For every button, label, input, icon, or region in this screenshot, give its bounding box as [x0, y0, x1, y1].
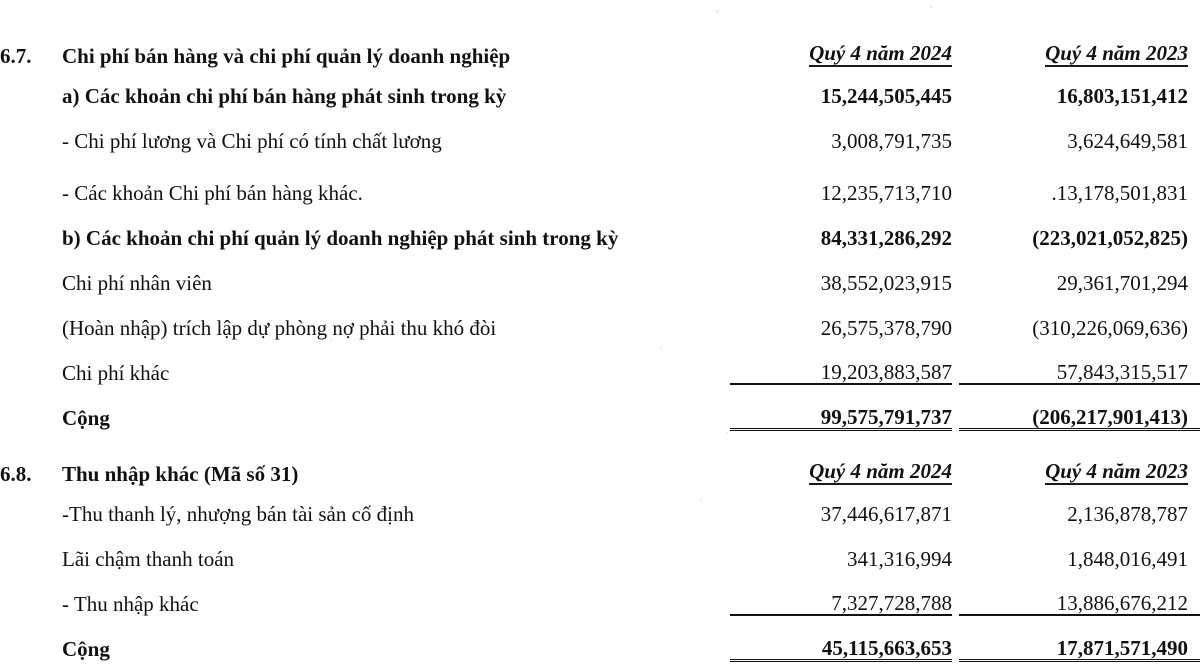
col1-header-text: Quý 4 năm 2024	[809, 459, 952, 483]
row-col1-value: 84,331,286,292	[820, 226, 952, 250]
total-col1-value: 45,115,663,653	[730, 615, 952, 660]
scan-artifact	[726, 432, 728, 434]
row-index-spacer	[0, 615, 62, 660]
note-6-8-title: Thu nhập khác (Mã số 31)	[62, 462, 299, 486]
column-divider-gap	[952, 384, 959, 429]
row-col2-value: (310,226,069,636)	[1032, 316, 1188, 340]
note-6-8-table	[0, 440, 1200, 662]
row-index-spacer	[0, 67, 62, 107]
table-row	[0, 249, 1200, 294]
note-section-6-7	[0, 22, 1200, 431]
note-section-6-8	[0, 440, 1200, 662]
row-col1-value: 7,327,728,788	[831, 591, 952, 615]
column-divider-gap	[952, 485, 959, 525]
scan-artifact	[930, 6, 932, 8]
column-divider-gap	[952, 615, 959, 660]
note-6-7-col1-header	[730, 22, 952, 67]
row-col2-value: 2,136,878,787	[1067, 502, 1188, 526]
note-6-7-total-row	[0, 384, 1200, 429]
row-col1-value: 341,316,994	[847, 547, 952, 571]
note-6-8-col2-header	[959, 440, 1200, 485]
row-label: Chi phí khác	[62, 361, 170, 385]
row-label: - Thu nhập khác	[62, 592, 199, 616]
column-divider-gap	[952, 107, 959, 152]
note-6-8-number: 6.8.	[0, 462, 32, 486]
row-col2-value: 57,843,315,517	[1056, 360, 1188, 384]
row-col1-value: 37,446,617,871	[820, 502, 952, 526]
column-divider-gap	[952, 152, 959, 204]
row-col2-value: 3,624,649,581	[1067, 129, 1188, 153]
column-divider-gap	[952, 339, 959, 384]
row-index-spacer	[0, 570, 62, 615]
note-6-8-header-row	[0, 440, 1200, 485]
note-6-8-total-row	[0, 615, 1200, 660]
table-row	[0, 525, 1200, 570]
column-divider-gap	[952, 249, 959, 294]
column-divider-gap	[952, 525, 959, 570]
total-col2-value: (206,217,901,413)	[959, 384, 1200, 429]
column-divider-gap	[952, 570, 959, 615]
row-col1-value: 15,244,505,445	[820, 84, 952, 108]
note-6-7-title: Chi phí bán hàng và chi phí quản lý doanh nghiệp	[62, 44, 511, 68]
row-label: Lãi chậm thanh toán	[62, 547, 235, 571]
row-index-spacer	[0, 152, 62, 204]
total-col1-value: 99,575,791,737	[730, 384, 952, 429]
row-index-spacer	[0, 249, 62, 294]
total-col2-value: 17,871,571,490	[959, 615, 1200, 660]
row-label: - Các khoản Chi phí bán hàng khác.	[62, 181, 363, 205]
row-label: a) Các khoản chi phí bán hàng phát sinh trong kỳ	[62, 84, 507, 108]
col2-header-text: Quý 4 năm 2023	[1045, 41, 1188, 65]
table-row	[0, 294, 1200, 339]
row-label: - Chi phí lương và Chi phí có tính chất lương	[62, 129, 442, 153]
row-col2-value: 29,361,701,294	[1056, 271, 1188, 295]
row-index-spacer	[0, 485, 62, 525]
col1-header-text: Quý 4 năm 2024	[809, 41, 952, 65]
note-6-7-table	[0, 22, 1200, 431]
column-divider-gap	[952, 204, 959, 249]
column-divider-gap	[952, 22, 959, 67]
note-6-7-number: 6.7.	[0, 44, 32, 68]
table-row	[0, 339, 1200, 384]
row-index-spacer	[0, 107, 62, 152]
row-label: -Thu thanh lý, nhượng bán tài sản cố định	[62, 502, 415, 526]
row-index-spacer	[0, 204, 62, 249]
table-row	[0, 67, 1200, 107]
total-label: Cộng	[62, 637, 110, 661]
row-index-spacer	[0, 294, 62, 339]
row-label: b) Các khoản chi phí quản lý doanh nghiệp phát sinh trong kỳ	[62, 226, 619, 250]
note-6-7-col2-header	[959, 22, 1200, 67]
row-col2-value: 1,848,016,491	[1067, 547, 1188, 571]
table-row	[0, 570, 1200, 615]
note-6-7-header-row	[0, 22, 1200, 67]
row-col1-value: 19,203,883,587	[820, 360, 952, 384]
column-divider-gap	[952, 440, 959, 485]
row-col2-value: (223,021,052,825)	[1032, 226, 1188, 250]
total-label: Cộng	[62, 406, 110, 430]
row-index-spacer	[0, 384, 62, 429]
row-col1-value: 26,575,378,790	[820, 316, 952, 340]
row-col1-value: 3,008,791,735	[831, 129, 952, 153]
table-row	[0, 152, 1200, 204]
row-index-spacer	[0, 525, 62, 570]
note-6-8-col1-header	[730, 440, 952, 485]
column-divider-gap	[952, 67, 959, 107]
row-col2-value: 16,803,151,412	[1056, 84, 1188, 108]
row-index-spacer	[0, 339, 62, 384]
col2-header-text: Quý 4 năm 2023	[1045, 459, 1188, 483]
table-row	[0, 204, 1200, 249]
row-label: Chi phí nhân viên	[62, 271, 212, 295]
table-row	[0, 107, 1200, 152]
row-col2-value: .13,178,501,831	[1051, 181, 1188, 205]
row-label: (Hoàn nhập) trích lập dự phòng nợ phải thu khó đòi	[62, 316, 497, 340]
row-col1-value: 12,235,713,710	[820, 181, 952, 205]
row-col1-value: 38,552,023,915	[820, 271, 952, 295]
scan-artifact	[716, 10, 719, 13]
column-divider-gap	[952, 294, 959, 339]
table-row	[0, 485, 1200, 525]
row-col2-value: 13,886,676,212	[1056, 591, 1188, 615]
